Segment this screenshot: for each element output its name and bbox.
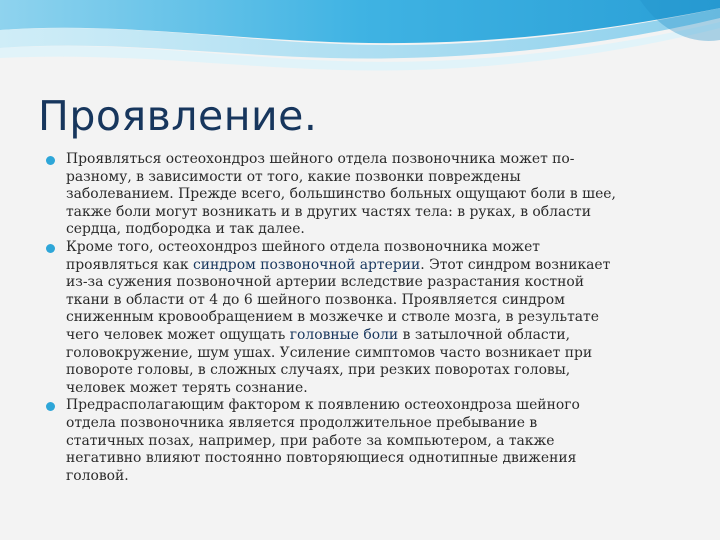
bullet-line: также боли могут возникать и в других частях тела: в руках, в области xyxy=(66,203,591,220)
bullet-line xyxy=(66,257,676,275)
bullet-line: из-за сужения позвоночной артерии вследствие разрастания костной xyxy=(66,274,584,291)
bullet-item xyxy=(44,151,676,239)
bullet-text xyxy=(66,151,676,239)
bullet-line: разному, в зависимости от того, какие позвонки повреждены xyxy=(66,168,521,185)
bullet-text xyxy=(66,239,676,397)
bullet-line: ткани в области от 4 до 6 шейного позвонка. Проявляется синдром xyxy=(66,291,565,308)
bullet-line: повороте головы, в сложных случаях, при резких поворотах головы, xyxy=(66,362,571,379)
slide-title: Проявление. xyxy=(38,92,318,140)
line-text: проявляться как xyxy=(66,256,193,273)
headaches-link[interactable]: головные боли xyxy=(289,326,399,343)
bullet-dot-icon xyxy=(46,402,55,411)
bullet-text xyxy=(66,397,676,485)
line-text: в затылочной области, xyxy=(398,326,571,343)
bullet-line xyxy=(66,327,676,345)
bullet-line: сердца, подбородка и так далее. xyxy=(66,221,305,238)
bullet-item xyxy=(44,239,676,397)
line-text: . Этот синдром возникает xyxy=(420,256,611,273)
bullet-list xyxy=(44,151,676,485)
bullet-line: негативно влияют постоянно повторяющиеся однотипные движения xyxy=(66,450,577,467)
bullet-line: заболеванием. Прежде всего, большинство больных ощущают боли в шее, xyxy=(66,186,616,203)
bullet-line: статичных позах, например, при работе за компьютером, а также xyxy=(66,432,555,449)
bullet-dot-icon xyxy=(46,244,55,253)
bullet-line: Предрасполагающим фактором к появлению остеохондроза шейного xyxy=(66,397,580,414)
bullet-line: головой. xyxy=(66,467,129,484)
bullet-line: отдела позвоночника является продолжительное пребывание в xyxy=(66,414,538,431)
bullet-dot-icon xyxy=(46,156,55,165)
bullet-line: сниженным кровообращением в мозжечке и стволе мозга, в результате xyxy=(66,309,599,326)
bullet-line: Кроме того, остеохондроз шейного отдела позвоночника может xyxy=(66,238,540,255)
bullet-line: головокружение, шум ушах. Усиление симптомов часто возникает при xyxy=(66,344,593,361)
bullet-line: человек может терять сознание. xyxy=(66,379,308,396)
line-text: чего человек может ощущать xyxy=(66,326,290,343)
header-wave-decoration xyxy=(0,0,720,90)
vertebral-artery-syndrome-link[interactable]: синдром позвоночной артерии xyxy=(192,256,421,273)
bullet-item xyxy=(44,397,676,485)
bullet-line: Проявляться остеохондроз шейного отдела позвоночника может по- xyxy=(66,151,575,167)
